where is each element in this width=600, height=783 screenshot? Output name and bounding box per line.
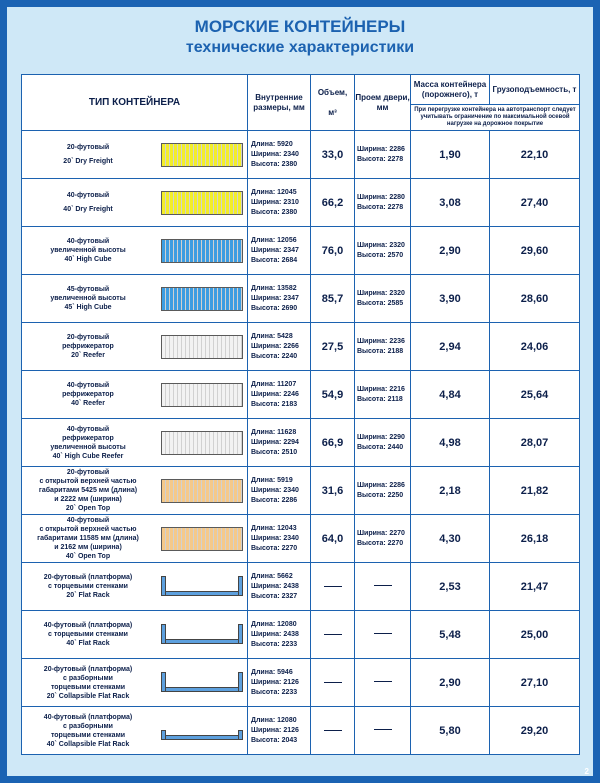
cell-volume: 76,0 (311, 227, 355, 275)
table-row (22, 467, 580, 515)
container-name-line: 40` Collapsible Flat Rack (46, 740, 130, 748)
page-subtitle: технические характеристики (185, 39, 415, 56)
container-name (26, 333, 150, 360)
cell-dimensions (248, 707, 311, 755)
door-line: Высота: 2570 (357, 251, 404, 259)
cell-capacity: 29,60 (490, 227, 580, 275)
header-dims: Внутренние размеры, мм (248, 75, 311, 131)
cell-volume: 66,9 (311, 419, 355, 467)
dimension-line: Высота: 2690 (251, 304, 298, 312)
flat-rack-illustration (161, 719, 243, 743)
door-line: Высота: 2118 (357, 395, 403, 403)
dash (324, 730, 342, 731)
cell-door (355, 371, 411, 419)
dimension-line: Длина: 5946 (251, 668, 293, 676)
header-mass: Масса контейнера (порожнего), т (411, 75, 490, 105)
cell-type (22, 467, 248, 515)
cell-mass: 4,84 (411, 371, 490, 419)
container-name (26, 425, 150, 461)
door-line: Ширина: 2270 (357, 529, 405, 537)
container-name-line: габаритами 11585 мм (длина) (37, 535, 139, 542)
container-name (26, 516, 150, 561)
table-row (22, 515, 580, 563)
cell-volume: 66,2 (311, 179, 355, 227)
dimension-line: Высота: 2327 (251, 592, 298, 600)
cell-capacity: 24,06 (490, 323, 580, 371)
cell-volume: 33,0 (311, 131, 355, 179)
container-name-line: и 2162 мм (ширина) (54, 544, 122, 551)
dimension-line: Высота: 2286 (251, 496, 298, 504)
container-name (26, 573, 150, 600)
cell-capacity: 25,64 (490, 371, 580, 419)
container-name-line: увеличенной высоты (50, 247, 126, 254)
table-row (22, 659, 580, 707)
cell-door (355, 131, 411, 179)
cell-capacity: 26,18 (490, 515, 580, 563)
container-name-line: 40-футовый (платформа) (43, 713, 133, 721)
cell-volume (311, 563, 355, 611)
dimension-line: Длина: 5919 (251, 476, 293, 484)
cell-door (355, 419, 411, 467)
door-line: Ширина: 2286 (357, 145, 405, 153)
dimension-line: Высота: 2043 (251, 736, 298, 744)
header-door: Проем двери, мм (355, 75, 411, 131)
cell-door (355, 275, 411, 323)
container-name (26, 237, 150, 264)
container-name-line: 20` Collapsible Flat Rack (46, 692, 130, 700)
dimension-line: Высота: 2240 (251, 352, 298, 360)
cell-mass: 2,90 (411, 227, 490, 275)
cell-mass: 2,18 (411, 467, 490, 515)
cell-door (355, 707, 411, 755)
cell-dimensions (248, 227, 311, 275)
container-name-line: увеличенной высоты (50, 443, 126, 451)
table-row (22, 179, 580, 227)
container-name-line: и 2222 мм (ширина) (54, 496, 122, 503)
container-illustration (161, 335, 243, 359)
cell-dimensions (248, 611, 311, 659)
table-row (22, 131, 580, 179)
container-name (26, 665, 150, 701)
cell-volume: 85,7 (311, 275, 355, 323)
cell-volume (311, 611, 355, 659)
cell-dimensions (248, 131, 311, 179)
table-row (22, 371, 580, 419)
cell-volume: 54,9 (311, 371, 355, 419)
dimension-line: Длина: 12043 (251, 524, 297, 532)
door-line: Ширина: 2280 (357, 193, 405, 201)
container-name-line: 20` Dry Freight (63, 158, 113, 165)
door-line: Ширина: 2236 (357, 337, 405, 345)
container-name-line: 40-футовый (66, 192, 110, 199)
dimension-line: Ширина: 2347 (251, 294, 299, 302)
dimension-line: Длина: 13582 (251, 284, 297, 292)
dimension-line: Ширина: 2438 (251, 582, 299, 590)
container-name-line: 45-футовый (66, 286, 110, 293)
dimension-line: Высота: 2233 (251, 640, 298, 648)
cell-dimensions (248, 563, 311, 611)
door-line: Ширина: 2320 (357, 241, 405, 249)
door-line: Высота: 2278 (357, 203, 404, 211)
cell-door (355, 611, 411, 659)
container-illustration (161, 527, 243, 551)
container-name-line: с разборными (63, 674, 113, 682)
cell-dimensions (248, 467, 311, 515)
dimension-line: Ширина: 2246 (251, 390, 299, 398)
container-name-line: 20-футовый (платформа) (43, 574, 133, 581)
container-name-line: с торцевыми стенками (48, 583, 128, 590)
cell-capacity: 28,60 (490, 275, 580, 323)
container-name-line: рефрижератор (62, 391, 114, 398)
container-name-line: 40-футовый (66, 517, 110, 524)
dimension-line: Ширина: 2294 (251, 438, 299, 446)
dimension-line: Высота: 2684 (251, 256, 298, 264)
dash (374, 729, 392, 730)
header-volume-unit: м³ (328, 107, 337, 117)
cell-dimensions (248, 179, 311, 227)
container-name-line: 20` Flat Rack (66, 592, 110, 599)
cell-mass: 2,90 (411, 659, 490, 707)
dash (374, 633, 392, 634)
container-name-line: рефрижератор (62, 343, 114, 350)
table-body (22, 131, 580, 755)
container-illustration (161, 479, 243, 503)
containers-table (21, 74, 580, 755)
container-name-line: рефрижератор (62, 434, 114, 442)
dimension-line: Высота: 2270 (251, 544, 298, 552)
door-line: Высота: 2278 (357, 155, 404, 163)
cell-door (355, 515, 411, 563)
header-type: ТИП КОНТЕЙНЕРА (22, 75, 248, 131)
container-name-line: 20-футовый (66, 334, 110, 341)
container-name-line: торцевыми стенками (50, 731, 126, 739)
container-name-line: 40` Open Top (65, 553, 111, 560)
container-name-line: 40` High Cube (64, 256, 112, 263)
dimension-line: Длина: 12080 (251, 716, 297, 724)
page-title: МОРСКИЕ КОНТЕЙНЕРЫ (194, 17, 406, 36)
cell-door (355, 467, 411, 515)
container-name-line: 40-футовый (66, 425, 110, 433)
flat-rack-illustration (161, 575, 243, 599)
cell-mass: 4,98 (411, 419, 490, 467)
dash (324, 634, 342, 635)
cell-type (22, 611, 248, 659)
cell-volume (311, 659, 355, 707)
cell-type (22, 323, 248, 371)
dimension-line: Ширина: 2310 (251, 198, 299, 206)
dimension-line: Высота: 2233 (251, 688, 298, 696)
door-line: Ширина: 2286 (357, 481, 405, 489)
cell-mass: 5,48 (411, 611, 490, 659)
container-name-line: увеличенной высоты (50, 295, 126, 302)
cell-type (22, 419, 248, 467)
cell-type (22, 371, 248, 419)
dimension-line: Длина: 5428 (251, 332, 293, 340)
cell-type (22, 563, 248, 611)
cell-dimensions (248, 323, 311, 371)
table-row (22, 323, 580, 371)
cell-capacity: 27,40 (490, 179, 580, 227)
door-line: Ширина: 2320 (357, 289, 405, 297)
cell-type (22, 179, 248, 227)
container-illustration (161, 431, 243, 455)
container-illustration (161, 239, 243, 263)
table-row (22, 563, 580, 611)
door-line: Высота: 2270 (357, 539, 404, 547)
dimension-line: Длина: 11628 (251, 428, 297, 436)
container-illustration (161, 143, 243, 167)
container-name-line: 45` High Cube (64, 304, 112, 311)
cell-type (22, 515, 248, 563)
dimension-line: Ширина: 2340 (251, 150, 299, 158)
door-line: Высота: 2585 (357, 299, 404, 307)
door-line: Ширина: 2290 (357, 433, 405, 441)
dimension-line: Длина: 11207 (251, 380, 297, 388)
cell-volume: 64,0 (311, 515, 355, 563)
cell-dimensions (248, 371, 311, 419)
container-name-line: с торцевыми стенками (48, 631, 128, 638)
dimension-line: Высота: 2380 (251, 208, 298, 216)
dimension-line: Ширина: 2340 (251, 534, 299, 542)
dimension-line: Длина: 12080 (251, 620, 297, 628)
container-name-line: 40` Flat Rack (66, 640, 110, 647)
container-name-line: 40` Reefer (71, 400, 105, 407)
dimension-line: Длина: 5662 (251, 572, 293, 580)
header-capacity: Грузоподъемность, т (490, 75, 580, 105)
container-name-line: 40-футовый (66, 238, 110, 245)
table-row (22, 227, 580, 275)
cell-dimensions (248, 515, 311, 563)
door-line: Высота: 2250 (357, 491, 404, 499)
container-name (26, 468, 150, 513)
container-illustration (161, 191, 243, 215)
header-note: При перегрузке контейнера на автотранспорт следует учитывать ограничение по максимальной осевой нагрузке на дорожное покрытие (411, 105, 580, 131)
cell-type (22, 131, 248, 179)
container-name-line: 40-футовый (66, 382, 110, 389)
door-line: Высота: 2188 (357, 347, 404, 355)
container-name-line: 40-футовый (платформа) (43, 622, 133, 629)
cell-mass: 3,08 (411, 179, 490, 227)
container-name (26, 381, 150, 408)
container-name-line: 40` High Cube Reefer (52, 452, 124, 460)
container-name (26, 191, 150, 214)
cell-mass: 2,94 (411, 323, 490, 371)
dash (324, 586, 342, 587)
table-row (22, 275, 580, 323)
cell-type (22, 659, 248, 707)
cell-dimensions (248, 275, 311, 323)
cell-door (355, 323, 411, 371)
cell-capacity: 28,07 (490, 419, 580, 467)
header-volume (311, 75, 355, 131)
dimension-line: Ширина: 2438 (251, 630, 299, 638)
cell-door (355, 659, 411, 707)
table-row (22, 419, 580, 467)
cell-type (22, 707, 248, 755)
cell-door (355, 179, 411, 227)
cell-dimensions (248, 419, 311, 467)
cell-mass: 3,90 (411, 275, 490, 323)
container-name-line: с разборными (63, 722, 113, 730)
dimension-line: Ширина: 2340 (251, 486, 299, 494)
cell-volume: 31,6 (311, 467, 355, 515)
cell-door (355, 563, 411, 611)
container-name-line: 20` Open Top (65, 505, 111, 512)
container-name (26, 621, 150, 648)
cell-capacity: 22,10 (490, 131, 580, 179)
dimension-line: Ширина: 2266 (251, 342, 299, 350)
container-name-line: 20-футовый (66, 469, 110, 476)
dimension-line: Ширина: 2126 (251, 726, 299, 734)
cell-capacity: 27,10 (490, 659, 580, 707)
header-volume-label: Объем, (317, 87, 348, 97)
container-illustration (161, 383, 243, 407)
poster-body (7, 7, 593, 776)
cell-door (355, 227, 411, 275)
cell-mass: 2,53 (411, 563, 490, 611)
page-number: 2 (584, 767, 589, 776)
cell-capacity: 29,20 (490, 707, 580, 755)
cell-volume (311, 707, 355, 755)
table-row (22, 707, 580, 755)
cell-mass: 4,30 (411, 515, 490, 563)
cell-type (22, 275, 248, 323)
cell-mass: 5,80 (411, 707, 490, 755)
container-name-line: 40` Dry Freight (63, 206, 113, 213)
dimension-line: Длина: 5920 (251, 140, 293, 148)
table-row (22, 611, 580, 659)
dash (374, 681, 392, 682)
container-name (26, 143, 150, 166)
container-name-line: торцевыми стенками (50, 683, 126, 691)
door-line: Высота: 2440 (357, 443, 404, 451)
cell-volume: 27,5 (311, 323, 355, 371)
cell-capacity: 21,47 (490, 563, 580, 611)
dimension-line: Высота: 2510 (251, 448, 298, 456)
dash (324, 682, 342, 683)
cell-capacity: 25,00 (490, 611, 580, 659)
container-illustration (161, 287, 243, 311)
dimension-line: Высота: 2380 (251, 160, 298, 168)
container-name (26, 713, 150, 749)
container-name-line: 20` Reefer (71, 352, 105, 359)
flat-rack-illustration (161, 623, 243, 647)
door-line: Ширина: 2216 (357, 385, 405, 393)
container-name-line: с открытой верхней частью (39, 478, 137, 485)
container-name-line: габаритами 5425 мм (длина) (38, 487, 138, 494)
dimension-line: Высота: 2183 (251, 400, 298, 408)
dimension-line: Длина: 12045 (251, 188, 297, 196)
dimension-line: Ширина: 2126 (251, 678, 299, 686)
dimension-line: Длина: 12056 (251, 236, 297, 244)
cell-capacity: 21,82 (490, 467, 580, 515)
container-name-line: 20-футовый (платформа) (43, 665, 133, 673)
flat-rack-illustration (161, 671, 243, 695)
container-name-line: 20-футовый (66, 144, 110, 151)
container-name (26, 285, 150, 312)
dimension-line: Ширина: 2347 (251, 246, 299, 254)
container-name-line: с открытой верхней частью (39, 526, 137, 533)
cell-dimensions (248, 659, 311, 707)
cell-type (22, 227, 248, 275)
dash (374, 585, 392, 586)
cell-mass: 1,90 (411, 131, 490, 179)
